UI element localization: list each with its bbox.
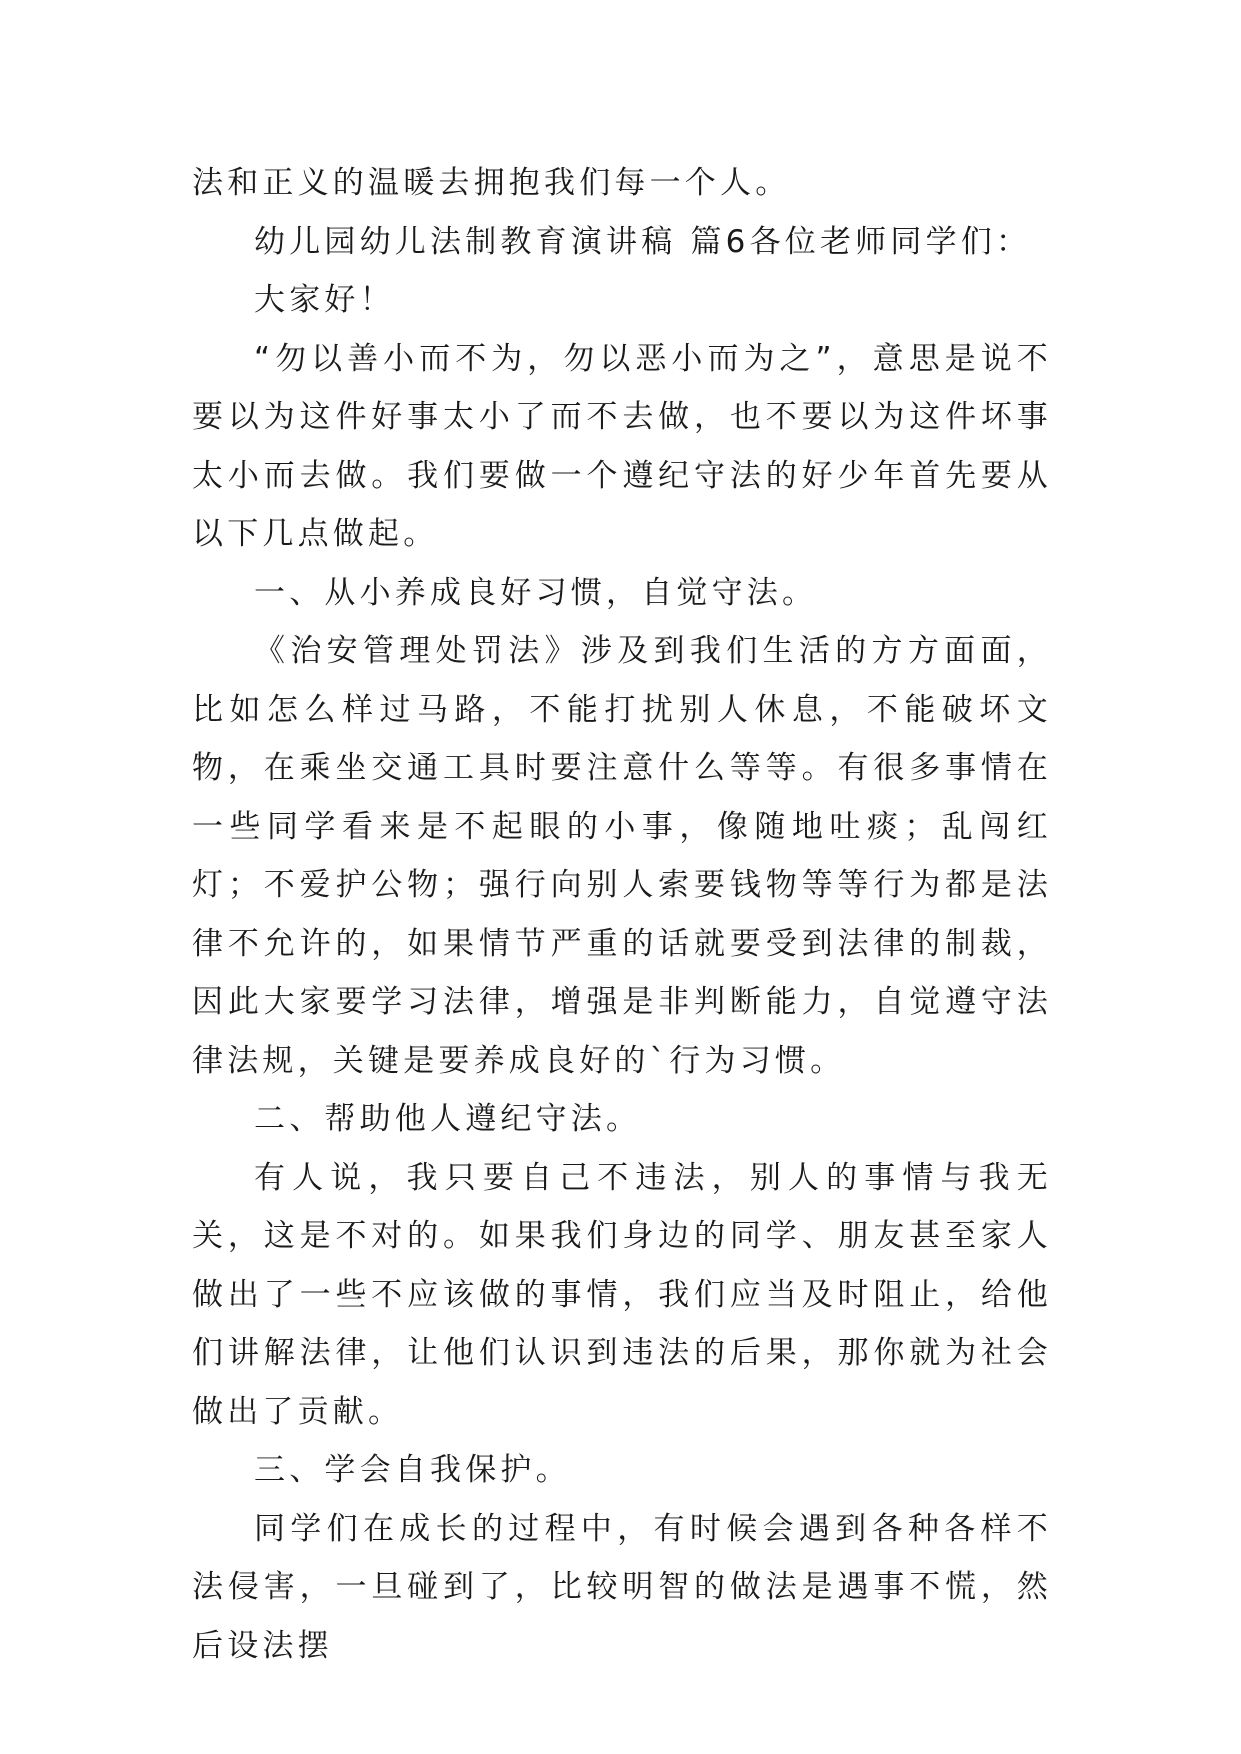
paragraph-section-1: 《治安管理处罚法》涉及到我们生活的方方面面，比如怎么样过马路，不能打扰别人休息，不能破坏文物，在乘坐交通工具时要注意什么等等。有很多事情在一些同学看来是不起眼的小事，像随地吐痰；乱闯红灯；不爱护公物；强行向别人索要钱物等等行为都是法律不允许的，如果情节严重的话就要受到法律的制裁，因此大家要学习法律，增强是非判断能力，自觉遵守法律法规，关键是要养成良好的`行为习惯。 (192, 633, 1052, 1079)
document-body (192, 154, 1052, 1675)
paragraph-section-2: 有人说，我只要自己不违法，别人的事情与我无关，这是不对的。如果我们身边的同学、朋友甚至家人做出了一些不应该做的事情，我们应当及时阻止，给他们讲解法律，让他们认识到违法的后果，那你就为社会做出了贡献。 (192, 1159, 1052, 1430)
section-heading-2: 二、帮助他人遵纪守法。 (254, 1101, 642, 1137)
paragraph-intro: “勿以善小而不为，勿以恶小而为之”，意思是说不要以为这件好事太小了而不去做，也不要以为这件坏事太小而去做。我们要做一个遵纪守法的好少年首先要从以下几点做起。 (192, 340, 1052, 552)
paragraph-greeting: 大家好！ (254, 282, 395, 318)
paragraph-continuation: 法和正义的温暖去拥抱我们每一个人。 (192, 165, 791, 201)
paragraph-section-3: 同学们在成长的过程中，有时候会遇到各种各样不法侵害，一旦碰到了，比较明智的做法是遇事不慌，然后设法摆 (192, 1510, 1052, 1664)
section-heading-3: 三、学会自我保护。 (254, 1452, 571, 1488)
paragraph-speech-title: 幼儿园幼儿法制教育演讲稿 篇6各位老师同学们： (254, 223, 1032, 260)
section-heading-1: 一、从小养成良好习惯，自觉守法。 (254, 574, 818, 611)
